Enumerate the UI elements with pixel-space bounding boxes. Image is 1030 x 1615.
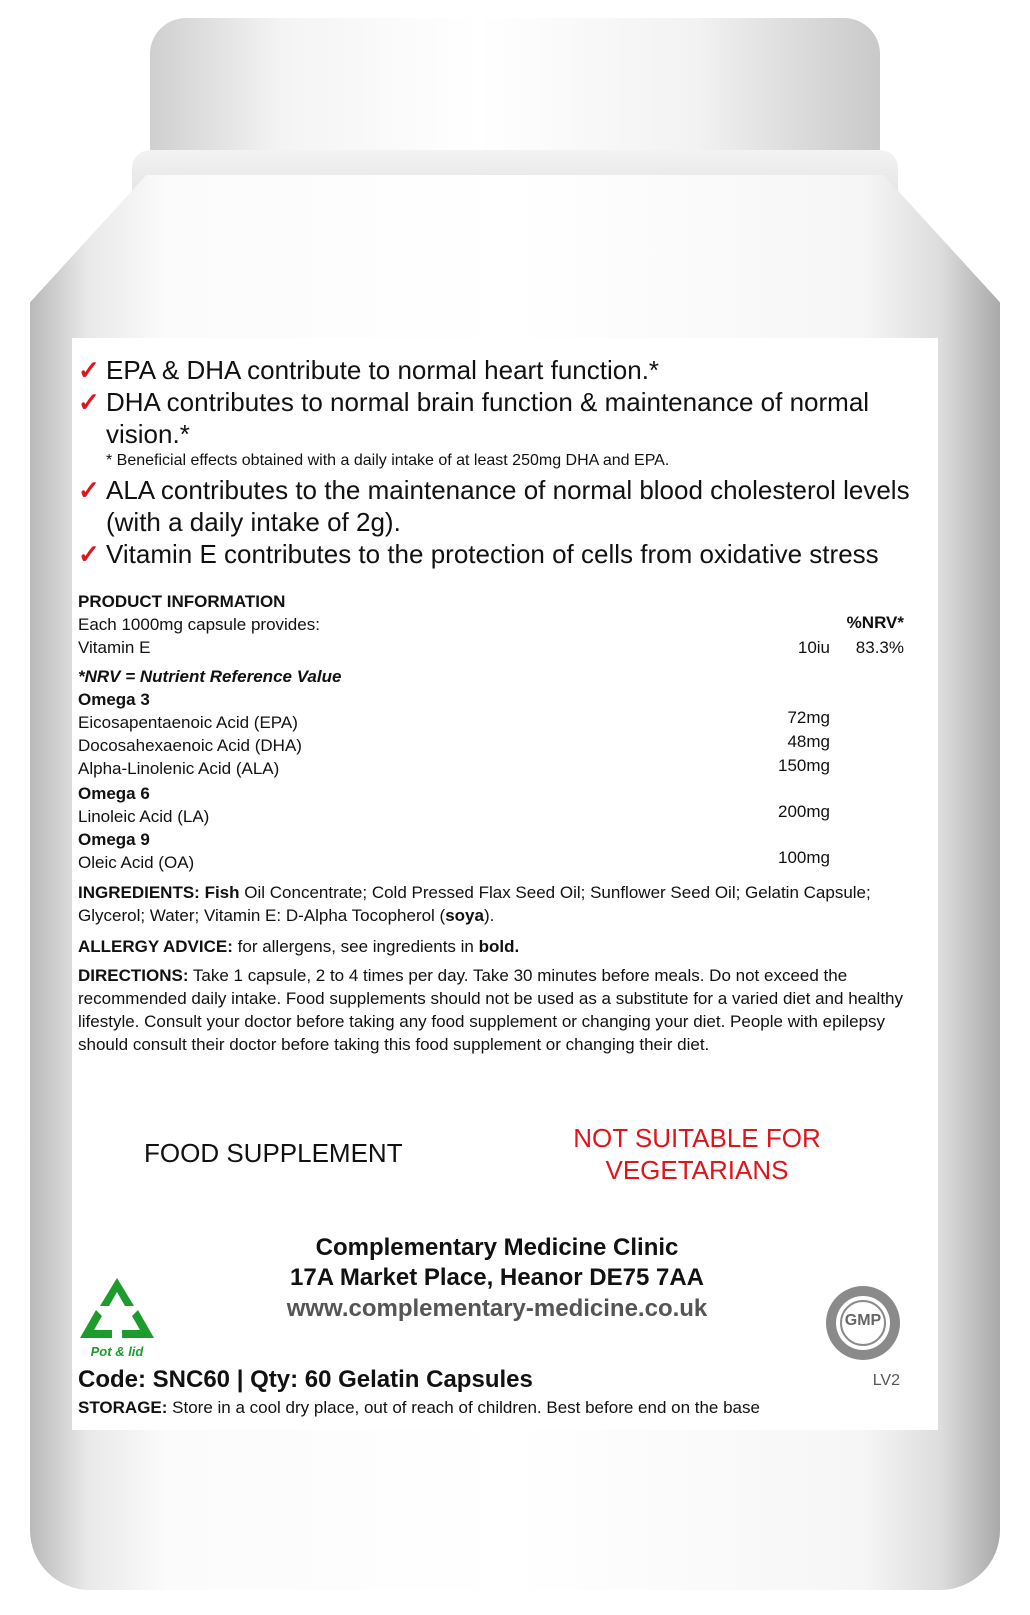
ingredients: [78, 881, 918, 927]
allergy-text: for allergens, see ingredients in: [237, 937, 474, 956]
ingredients-text: Oil Concentrate; Cold Pressed Flax Seed Oil; Sunflower Seed Oil; Gelatin Capsule; Glycerol; Water; Vitamin E: D-Alpha Tocopherol (: [78, 883, 871, 925]
not-suitable-1: NOT SUITABLE FOR: [573, 1123, 821, 1153]
storage-label: STORAGE:: [78, 1398, 168, 1417]
not-suitable-2: VEGETARIANS: [605, 1155, 789, 1185]
recycle-badge: [76, 1276, 158, 1364]
clinic-name: Complementary Medicine Clinic: [315, 1234, 679, 1261]
check-icon: ✓: [78, 539, 100, 569]
recycle-icon: [76, 1276, 158, 1344]
ala-label: Alpha-Linolenic Acid (ALA): [78, 759, 280, 778]
product-label: [72, 338, 938, 1430]
dha-amount: 48mg: [787, 732, 830, 751]
footnote: * Beneficial effects obtained with a daily intake of at least 250mg DHA and EPA.: [106, 452, 670, 469]
allergy-advice: [78, 935, 918, 958]
vitamin-e-amount: 10iu: [797, 638, 830, 657]
omega6-heading: Omega 6: [78, 784, 150, 803]
gmp-seal: [824, 1284, 902, 1362]
claim-text: Vitamin E contributes to the protection of cells from oxidative stress: [106, 539, 879, 569]
storage: [78, 1396, 938, 1419]
oa-label: Oleic Acid (OA): [78, 853, 195, 872]
version-code: LV2: [872, 1372, 900, 1389]
omega3-heading: Omega 3: [78, 690, 150, 709]
ingredients-bold-word: Fish: [204, 883, 240, 902]
epa-amount: 72mg: [787, 708, 830, 727]
nrv-header: %NRV*: [846, 613, 904, 632]
recycle-caption: Pot & lid: [90, 1344, 144, 1359]
ala-amount: 150mg: [778, 756, 830, 775]
epa-label: Eicosapentaenoic Acid (EPA): [78, 713, 298, 732]
directions-text: Take 1 capsule, 2 to 4 times per day. Take 30 minutes before meals. Do not exceed the recommended daily intake. Food supplements should not be used as a substitute for a varied diet and healthy lifestyle. Consult your doctor before taking any food supplement or changing your diet. People with epilepsy should consult their doctor before taking this food supplement or changing their diet.: [78, 966, 904, 1054]
allergen: soya: [445, 906, 484, 925]
ingredients-end: ).: [483, 906, 495, 925]
check-icon: ✓: [78, 475, 100, 505]
claim-text: EPA & DHA contribute to normal heart function.*: [106, 355, 660, 385]
gmp-label: GMP: [844, 1312, 882, 1329]
nrv-note: *NRV = Nutrient Reference Value: [78, 667, 342, 686]
storage-text: Store in a cool dry place, out of reach of children. Best before end on the base: [172, 1398, 760, 1417]
claim-text: DHA contributes to normal brain function & maintenance of normal vision.*: [106, 387, 870, 449]
check-icon: ✓: [78, 387, 100, 417]
la-label: Linoleic Acid (LA): [78, 807, 210, 826]
oa-amount: 100mg: [778, 848, 830, 867]
code-line: Code: SNC60 | Qty: 60 Gelatin Capsules: [78, 1366, 533, 1393]
ingredients-label: INGREDIENTS:: [78, 883, 200, 902]
product-info-heading: PRODUCT INFORMATION: [78, 592, 286, 611]
omega9-heading: Omega 9: [78, 830, 150, 849]
directions: [78, 964, 918, 1056]
vitamin-e-nrv: 83.3%: [855, 638, 904, 657]
check-icon: ✓: [78, 355, 100, 385]
allergy-bold: bold.: [478, 937, 520, 956]
directions-label: DIRECTIONS:: [78, 966, 189, 985]
allergy-label: ALLERGY ADVICE:: [78, 937, 233, 956]
capsule-line: Each 1000mg capsule provides:: [78, 615, 320, 634]
dha-label: Docosahexaenoic Acid (DHA): [78, 736, 302, 755]
clinic-address: 17A Market Place, Heanor DE75 7AA: [290, 1264, 704, 1291]
clinic-website: www.complementary-medicine.co.uk: [286, 1295, 708, 1322]
vitamin-e-label: Vitamin E: [78, 638, 151, 657]
la-amount: 200mg: [778, 802, 830, 821]
claim-text: ALA contributes to the maintenance of normal blood cholesterol levels (with a daily intake of 2g).: [106, 475, 910, 537]
food-supplement: FOOD SUPPLEMENT: [144, 1138, 403, 1168]
